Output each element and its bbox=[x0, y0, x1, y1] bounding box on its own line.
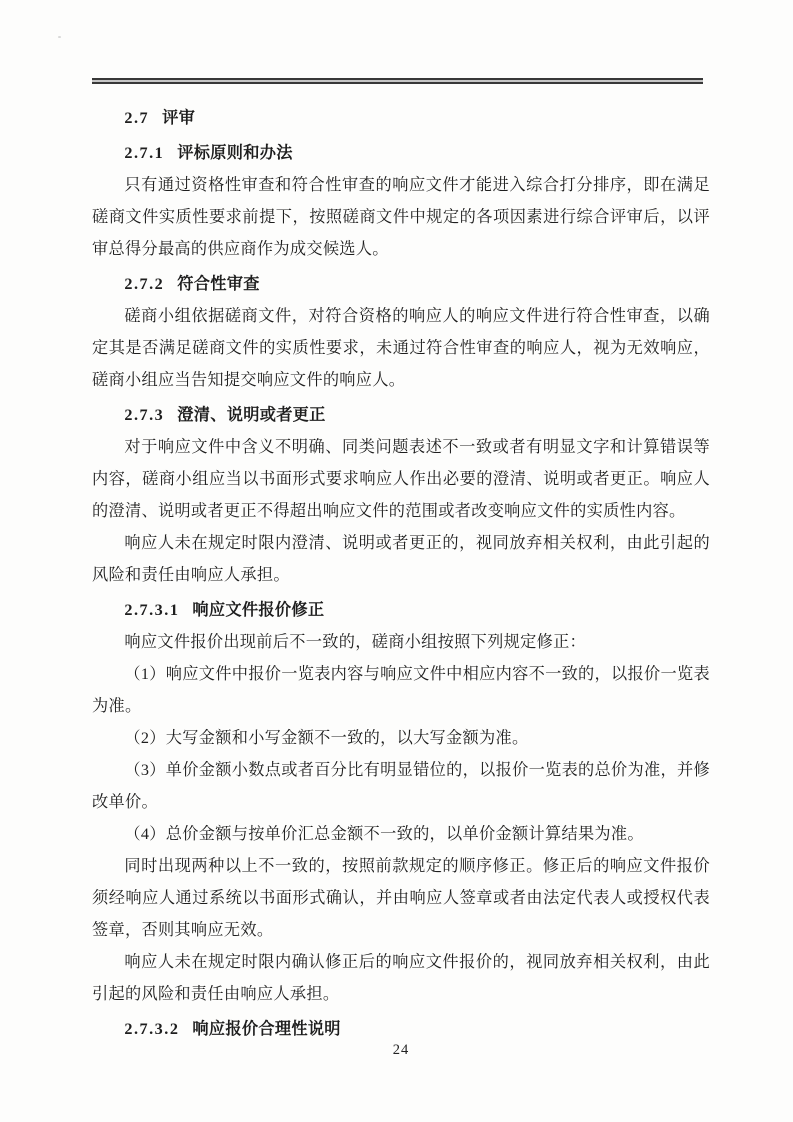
section-title: 评审 bbox=[162, 109, 196, 127]
section-title: 澄清、说明或者更正 bbox=[177, 406, 326, 424]
section-heading bbox=[92, 102, 710, 134]
section-title: 响应报价合理性说明 bbox=[192, 1020, 341, 1038]
section-heading bbox=[92, 399, 710, 431]
section-title: 响应文件报价修正 bbox=[192, 601, 325, 619]
paragraph: 响应人未在规定时限内澄清、说明或者更正的，视同放弃相关权利，由此引起的风险和责任由响应人承担。 bbox=[92, 534, 710, 584]
paragraph: （2）大写金额和小写金额不一致的，以大写金额为准。 bbox=[124, 729, 529, 747]
page-number: 24 bbox=[392, 1042, 410, 1058]
paragraph: 对于响应文件中含义不明确、同类问题表述不一致或者有明显文字和计算错误等内容，磋商小组应当以书面形式要求响应人作出必要的澄清、说明或者更正。响应人的澄清、说明或者更正不得超出响应文件的范围或者改变响应文件的实质性内容。 bbox=[92, 438, 710, 520]
section-number: 2.7.3.2 bbox=[124, 1020, 180, 1038]
section-heading bbox=[92, 268, 710, 300]
section-heading bbox=[92, 594, 710, 626]
paragraph: 同时出现两种以上不一致的，按照前款规定的顺序修正。修正后的响应文件报价须经响应人通过系统以书面形式确认，并由响应人签章或者由法定代表人或授权代表签章，否则其响应无效。 bbox=[92, 857, 710, 939]
section-number: 2.7.3.1 bbox=[124, 601, 180, 619]
section-number: 2.7.3 bbox=[124, 406, 165, 424]
paragraph: 响应人未在规定时限内确认修正后的响应文件报价的，视同放弃相关权利，由此引起的风险和责任由响应人承担。 bbox=[92, 953, 710, 1003]
header-rule bbox=[92, 78, 703, 84]
paragraph: （1）响应文件中报价一览表内容与响应文件中相应内容不一致的，以报价一览表为准。 bbox=[92, 665, 710, 715]
paragraph: （3）单价金额小数点或者百分比有明显错位的，以报价一览表的总价为准，并修改单价。 bbox=[92, 761, 710, 811]
scan-speck bbox=[58, 36, 61, 38]
paragraph: （4）总价金额与按单价汇总金额不一致的，以单价金额计算结果为准。 bbox=[124, 825, 644, 843]
section-number: 2.7 bbox=[124, 109, 150, 127]
section-number: 2.7.2 bbox=[124, 275, 165, 293]
paragraph: 响应文件报价出现前后不一致的，磋商小组按照下列规定修正： bbox=[124, 633, 587, 651]
paragraph: 磋商小组依据磋商文件，对符合资格的响应人的响应文件进行符合性审查，以确定其是否满足磋商文件的实质性要求，未通过符合性审查的响应人，视为无效响应，磋商小组应当告知提交响应文件的响应人。 bbox=[92, 307, 710, 389]
section-title: 符合性审查 bbox=[177, 275, 260, 293]
section-heading bbox=[92, 1013, 710, 1045]
section-number: 2.7.1 bbox=[124, 144, 165, 162]
paragraph: 只有通过资格性审查和符合性审查的响应文件才能进入综合打分排序，即在满足磋商文件实质性要求前提下，按照磋商文件中规定的各项因素进行综合评审后，以评审总得分最高的供应商作为成交候选人。 bbox=[92, 176, 710, 258]
section-heading bbox=[92, 137, 710, 169]
document-body bbox=[92, 99, 710, 1045]
section-title: 评标原则和办法 bbox=[177, 144, 293, 162]
